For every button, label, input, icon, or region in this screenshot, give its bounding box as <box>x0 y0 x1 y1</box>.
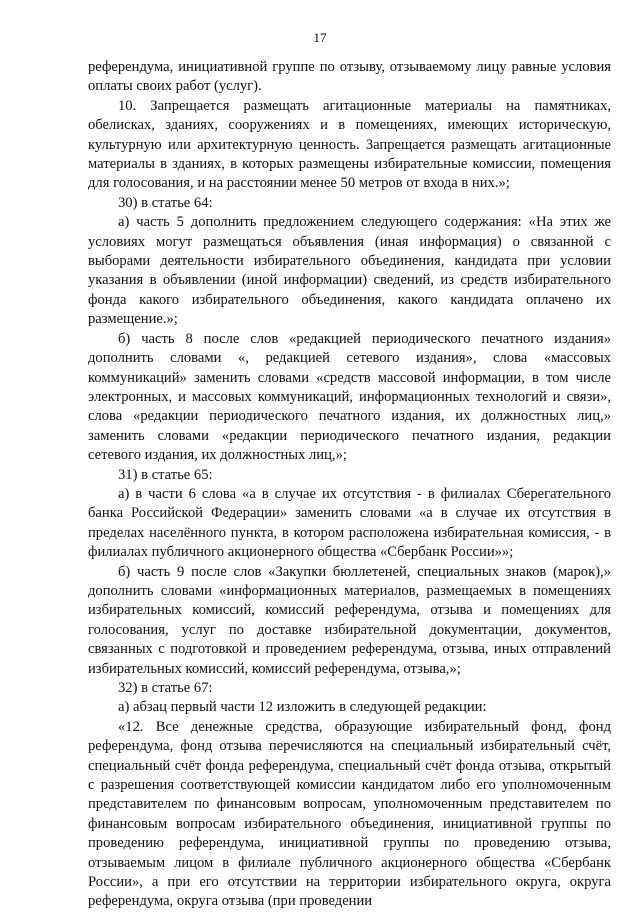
paragraph: 30) в статье 64: <box>118 194 213 211</box>
paragraph: б) часть 8 после слов «редакцией периодического печатного издания» дополнить словами «, редакцией сетевого издания», слова «массовых коммуникаций» заменить словами «средств массовой информации, в том числе электронных, и массовых коммуникаций, информационных технологий и связи», слова «редакции периодического печатного издания, их должностных лиц,» заменить словами «редакции периодического печатного издания, редакции сетевого издания, их должностных лиц,»; <box>88 330 611 464</box>
document-body <box>88 58 611 912</box>
page-number: 17 <box>313 30 327 45</box>
paragraph: «12. Все денежные средства, образующие избирательный фонд, фонд референдума, фонд отзыва перечисляются на специальный избирательный счёт, специальный счёт фонда референдума, специальный счёт фонда отзыва, открытый с разрешения соответствующей комиссии кандидатом либо его уполномоченным представителем по финансовым вопросам, уполномоченным представителем по финансовым вопросам избирательного объединения, инициативной группы по проведению референдума, инициативной группы по проведению отзыва, отзываемым лицом в филиале публичного акционерного общества «Сбербанк России», а при его отсутствии на территории избирательного округа, округа референдума, округа отзыва (при проведении <box>88 718 611 910</box>
paragraph: а) в части 6 слова «а в случае их отсутствия - в филиалах Сберегательного банка Российской Федерации» заменить словами «а в случае их отсутствия в пределах населённого пункта, в котором расположена избирательная комиссия, - в филиалах публичного акционерного общества «Сбербанк России»»; <box>88 485 611 561</box>
paragraph: 10. Запрещается размещать агитационные материалы на памятниках, обелисках, зданиях, сооружениях и в помещениях, имеющих историческую, культурную или архитектурную ценность. Запрещается размещать агитационные материалы в зданиях, в которых размещены избирательные комиссии, помещения для голосования, и на расстоянии менее 50 метров от входа в них.»; <box>88 97 611 192</box>
paragraph: б) часть 9 после слов «Закупки бюллетеней, специальных знаков (марок),» дополнить словами «информационных материалов, размещаемых в помещениях избирательных комиссий, комиссий референдума, отзыва и помещениях для голосования, услуг по доставке избирательной документации, документов, связанных с подготовкой и проведением референдума, отзыва, иных отправлений избирательных комиссий, комиссий референдума, отзыва,»; <box>88 563 611 677</box>
paragraph: референдума, инициативной группе по отзыву, отзываемому лицу равные условия оплаты своих работ (услуг). <box>88 59 611 95</box>
paragraph: 31) в статье 65: <box>118 466 213 483</box>
paragraph: а) абзац первый части 12 изложить в следующей редакции: <box>118 699 487 716</box>
paragraph: а) часть 5 дополнить предложением следующего содержания: «На этих же условиях могут размещаться объявления (иная информация) о связанной с выборами деятельности избирательного объединения, кандидата при условии указания в объявлении (иной информации) сведений, из средств избирательного фонда какого избирательного объединения, какого кандидата оплачено их размещение.»; <box>88 214 611 328</box>
paragraph: 32) в статье 67: <box>118 680 213 696</box>
